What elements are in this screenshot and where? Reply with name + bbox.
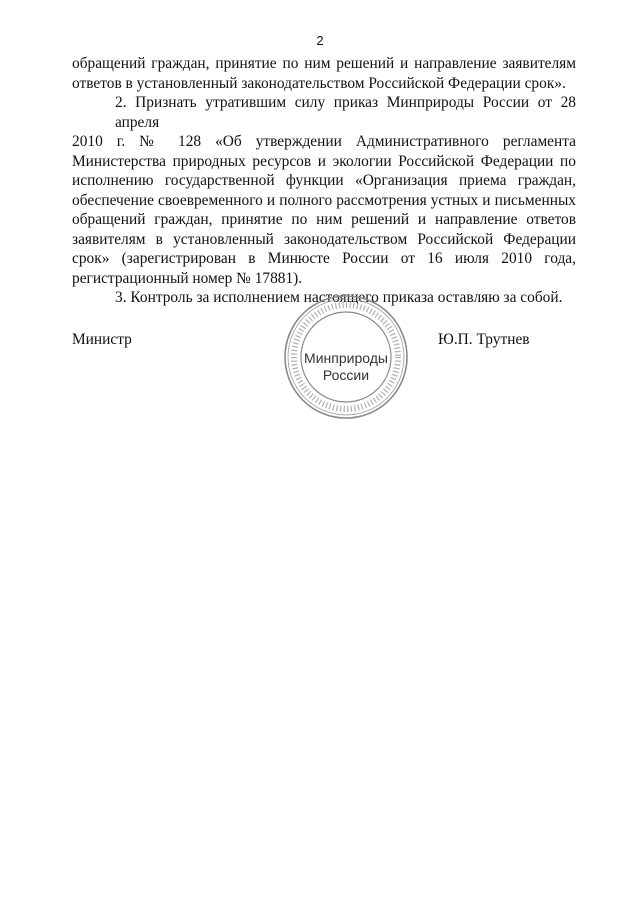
paragraph-2-line: обращений граждан, принятие по ним решений и направление ответов [72,211,576,228]
paragraph-2-line: 2010 г. № 128 «Об утверждении Административного регламента [72,133,576,150]
paragraph-2-line: обеспечение своевременного и полного рассмотрения устных и письменных [72,191,576,209]
page-number: 2 [316,33,324,48]
paragraph-3: 3. Контроль за исполнением настоящего приказа оставляю за собой. [115,289,563,306]
paragraph-1-line: ответов в установленный законодательством Российской Федерации срок». [72,74,566,92]
signature-name: Ю.П. Трутнев [438,331,530,348]
signature-title: Министр [72,331,132,348]
document-body [72,54,576,308]
seal-text-line-2: России [322,367,370,383]
seal-text-line-1: Минприроды [304,350,388,366]
paragraph-2-line: исполнению государственной функции «Организация приема граждан, [72,172,576,189]
paragraph-2-line: регистрационный номер № 17881). [72,269,303,287]
seal-icon [282,293,410,421]
paragraph-1-line: обращений граждан, принятие по ним решений и направление заявителям [72,55,576,72]
paragraph-2-line: Министерства природных ресурсов и экологии Российской Федерации по [72,152,576,170]
paragraph-2-line: срок» (зарегистрирован в Минюсте России от 16 июля 2010 года, [72,250,576,267]
official-seal [282,293,410,421]
paragraph-2-line: заявителям в установленный законодательством Российской Федерации [72,230,576,248]
paragraph-2-line: 2. Признать утратившим силу приказ Минприроды России от 28 апреля [115,94,576,131]
